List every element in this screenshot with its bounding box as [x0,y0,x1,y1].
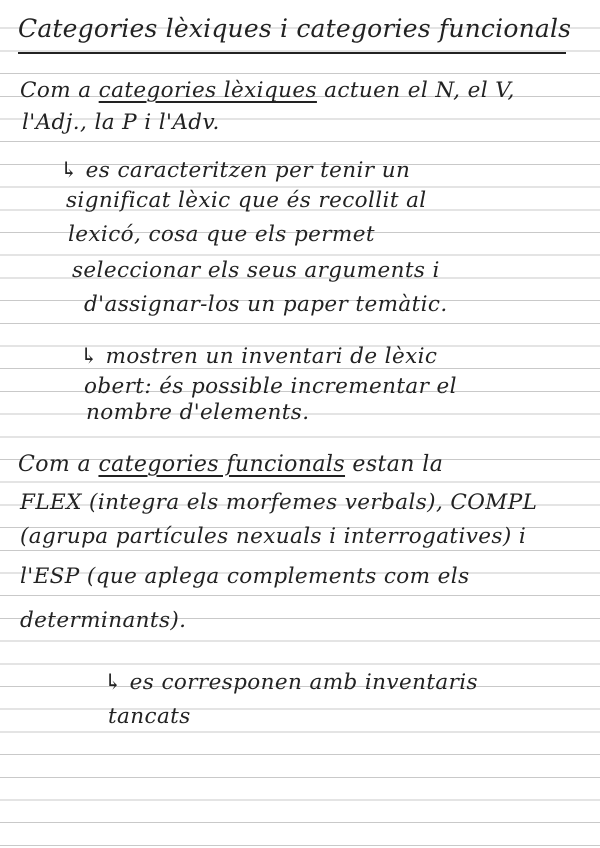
functional-intro-line-1 [18,454,443,476]
lexical-intro-line-1 [20,80,515,102]
lexical-bullet-1-line-4: seleccionar els seus arguments i [72,258,440,283]
lexical-bullet-2-line-1: ↳ mostren un inventari de lèxic [80,344,438,369]
functional-categories-term: categories funcionals [98,452,346,477]
functional-intro-line-4: l'ESP (que aplega complements com els [20,564,470,589]
lexical-intro-suffix: actuen el N, el V, [316,78,515,103]
functional-intro-line-3: (agrupa partícules nexuals i interrogatives) i [20,524,527,549]
functional-bullet-1-line-1: ↳ es corresponen amb inventaris [104,670,478,695]
functional-intro-line-2: FLEX (integra els morfemes verbals), COMPL [20,490,538,515]
functional-intro-prefix: Com a [18,452,99,477]
lexical-intro-prefix: Com a [20,78,99,103]
page-title: Categories lèxiques i categories funcionals [18,14,572,43]
functional-intro-suffix: estan la [345,452,444,477]
lexical-intro-line-2: l'Adj., la P i l'Adv. [22,110,220,135]
lexical-bullet-1-line-2: significat lèxic que és recollit al [66,188,427,213]
functional-bullet-1-line-2: tancats [108,704,191,729]
lexical-bullet-1-line-3: lexicó, cosa que els permet [68,222,375,247]
lexical-bullet-1-line-5: d'assignar-los un paper temàtic. [84,292,448,317]
lexical-categories-term: categories lèxiques [98,78,317,103]
lexical-bullet-1-line-1: ↳ es caracteritzen per tenir un [60,158,411,183]
functional-intro-line-5: determinants). [20,608,187,633]
title-underline [18,52,566,54]
lexical-bullet-2-line-3: nombre d'elements. [86,400,310,425]
lexical-bullet-2-line-2: obert: és possible incrementar el [84,374,457,399]
